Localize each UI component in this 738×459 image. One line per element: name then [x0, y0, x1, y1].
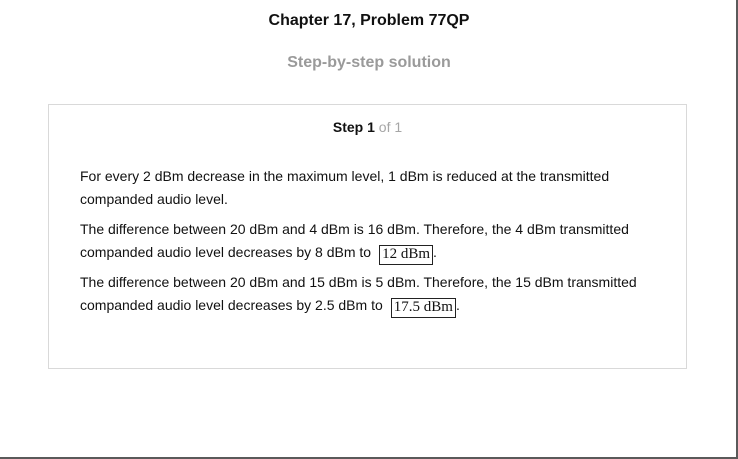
- paragraph-suffix: .: [433, 244, 437, 260]
- solution-paragraph-1: [80, 165, 670, 211]
- paragraph-text: The difference between 20 dBm and 4 dBm is 16 dBm. Therefore, the 4 dBm transmitted companded audio level decreases by 8 dBm to: [80, 221, 629, 260]
- answer-box: 17.5 dBm: [391, 298, 456, 318]
- solution-paragraph-3: [80, 271, 670, 317]
- step-header: [49, 119, 686, 135]
- step-body: [80, 165, 670, 324]
- paragraph-text: The difference between 20 dBm and 15 dBm is 5 dBm. Therefore, the 15 dBm transmitted companded audio level decreases by 2.5 dBm to: [80, 274, 637, 313]
- answer-box: 12 dBm: [379, 245, 433, 265]
- step-label: Step: [332, 119, 364, 135]
- paragraph-text: For every 2 dBm decrease in the maximum level, 1 dBm is reduced at the transmitted companded audio level.: [80, 168, 610, 207]
- step-number: 1: [367, 119, 375, 135]
- paragraph-suffix: .: [455, 297, 460, 313]
- solution-card: [48, 104, 687, 369]
- step-total: of 1: [374, 119, 403, 135]
- page-title: Chapter 17, Problem 77QP: [268, 12, 470, 29]
- solution-paragraph-2: [80, 218, 670, 264]
- solution-subtitle: Step-by-step solution: [287, 54, 451, 71]
